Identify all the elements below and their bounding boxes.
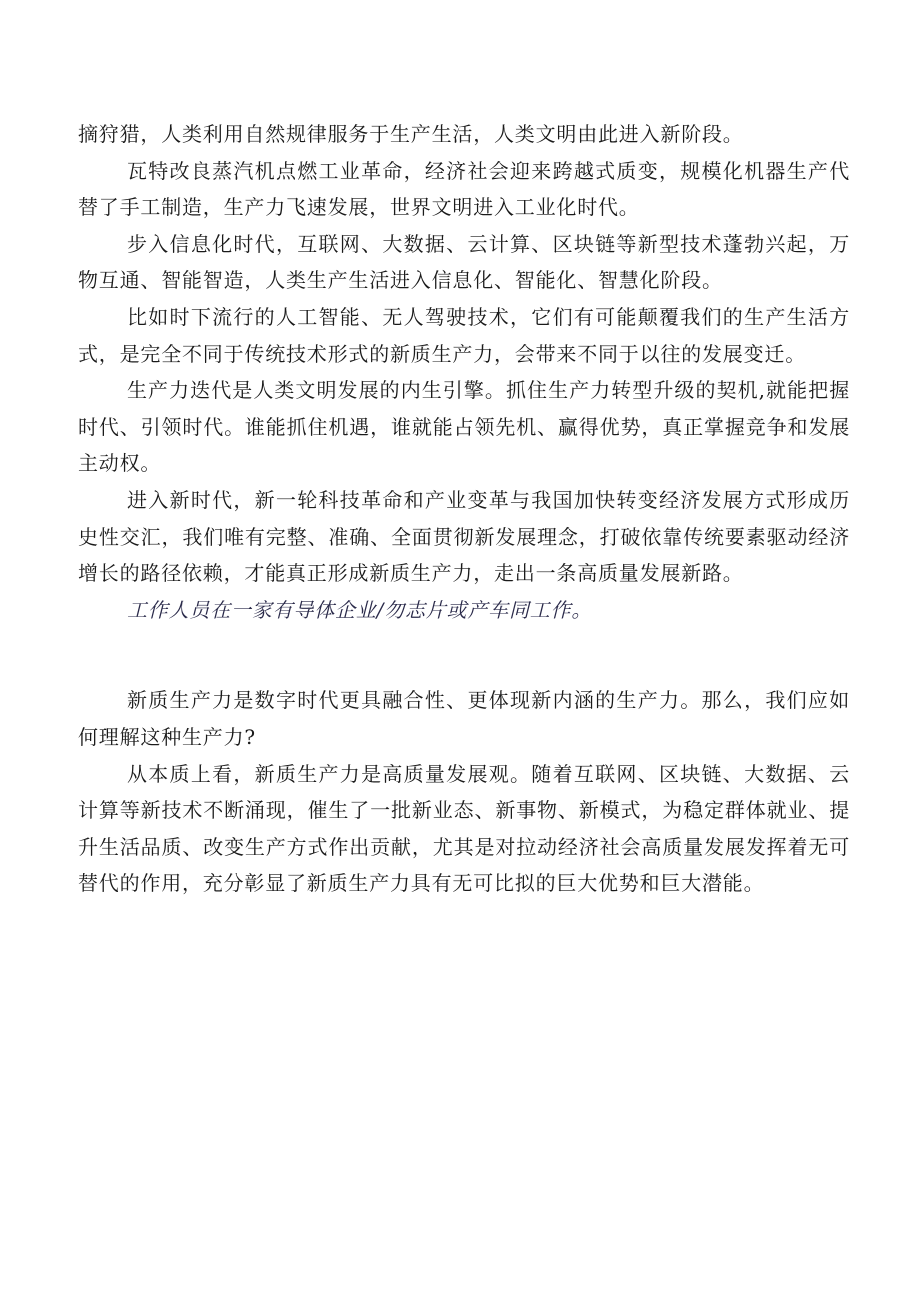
paragraph-7: 新质生产力是数字时代更具融合性、更体现新内涵的生产力。那么，我们应如何理解这种生产力? [78, 688, 850, 749]
paragraph-8: 从本质上看，新质生产力是高质量发展观。随着互联网、区块链、大数据、云计算等新技术不断涌现，催生了一批新业态、新事物、新模式，为稳定群体就业、提升生活品质、改变生产方式作出贡献，尤其是对拉动经济社会高质量发展发挥着无可替代的作用，充分彰显了新质生产力具有无可比拟的巨大优势和巨大潜能。 [78, 761, 850, 896]
document-body [78, 116, 850, 902]
caption-spacer [78, 628, 850, 682]
paragraph-5: 生产力迭代是人类文明发展的内生引擎。抓住生产力转型升级的契机,就能把握时代、引领时代。谁能抓住机遇，谁就能占领先机、赢得优势，真正掌握竞争和发展主动权。 [78, 378, 850, 476]
image-caption: 工作人员在一家有导体企业/勿志片或产车同工作。 [127, 597, 593, 622]
paragraph-1: 摘狩猎，人类利用自然规律服务于生产生活，人类文明由此进入新阶段。 [78, 122, 744, 146]
paragraph-3: 步入信息化时代，互联网、大数据、云计算、区块链等新型技术蓬勃兴起，万物互通、智能智造，人类生产生活进入信息化、智能化、智慧化阶段。 [78, 231, 850, 293]
paragraph-6: 进入新时代，新一轮科技革命和产业变革与我国加快转变经济发展方式形成历史性交汇，我们唯有完整、准确、全面贯彻新发展理念，打破依靠传统要素驱动经济增长的路径依赖，才能真正形成新质生产力，走出一条高质量发展新路。 [78, 487, 850, 586]
paragraph-4: 比如时下流行的人工智能、无人驾驶技术，它们有可能颠覆我们的生产生活方式，是完全不同于传统技术形式的新质生产力，会带来不同于以往的发展变迁。 [78, 304, 850, 366]
paragraph-2: 瓦特改良蒸汽机点燃工业革命，经济社会迎来跨越式质变，规模化机器生产代替了手工制造，生产力飞速发展，世界文明进入工业化时代。 [78, 158, 850, 220]
